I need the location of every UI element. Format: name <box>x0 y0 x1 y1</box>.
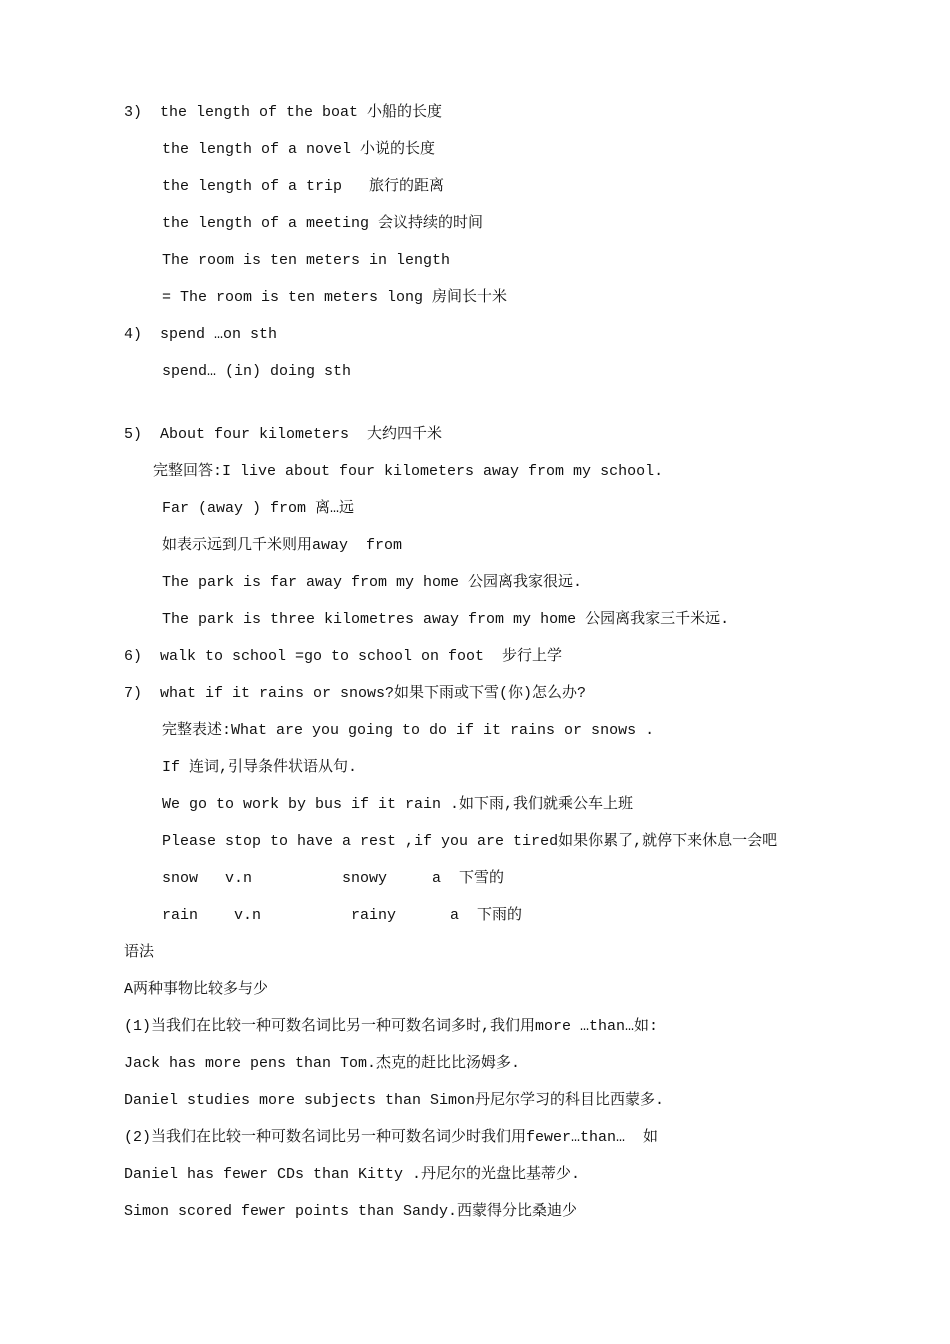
note-3-example-novel: the length of a novel 小说的长度 <box>153 141 436 158</box>
grammar-example-daniel-cds: Daniel has fewer CDs than Kitty .丹尼尔的光盘比基蒂少. <box>124 1166 581 1183</box>
note-7-if-conjunction: If 连词,引导条件状语从句. <box>153 759 358 776</box>
grammar-title: 语法 <box>124 944 155 961</box>
note-5-example-park-far: The park is far away from my home 公园离我家很远. <box>153 574 583 591</box>
grammar-rule-2: (2)当我们在比较一种可数名词比另一种可数名词少时我们用fewer…than… 如 <box>124 1129 659 1146</box>
note-7-example-bus: We go to work by bus if it rain .如下雨,我们就乘公车上班 <box>153 796 634 813</box>
grammar-example-daniel-subjects: Daniel studies more subjects than Simon丹尼尔学习的科目比西蒙多. <box>124 1092 665 1109</box>
grammar-example-simon-points: Simon scored fewer points than Sandy.西蒙得分比桑迪少 <box>124 1203 578 1220</box>
note-6-heading: 6) walk to school =go to school on foot 步行上学 <box>124 648 563 665</box>
note-7-heading: 7) what if it rains or snows?如果下雨或下雪(你)怎么办? <box>124 685 587 702</box>
note-3-example-trip: the length of a trip 旅行的距离 <box>153 178 445 195</box>
note-7-example-rest: Please stop to have a rest ,if you are tired如果你累了,就停下来休息一会吧 <box>153 833 778 850</box>
note-5-far-away: Far (away ) from 离…远 <box>153 500 355 517</box>
note-3-example-room: The room is ten meters in length <box>153 252 451 269</box>
note-5-kilometers-usage: 如表示远到几千米则用away from <box>153 537 403 554</box>
note-7-word-rain: rain v.n rainy a 下雨的 <box>153 907 523 924</box>
note-3-example-room-long: = The room is ten meters long 房间长十米 <box>153 289 508 306</box>
note-4-example: spend… (in) doing sth <box>153 363 352 380</box>
note-5-heading: 5) About four kilometers 大约四千米 <box>124 426 443 443</box>
grammar-example-jack: Jack has more pens than Tom.杰克的赶比比汤姆多. <box>124 1055 521 1072</box>
note-7-word-snow: snow v.n snowy a 下雪的 <box>153 870 505 887</box>
note-5-full-answer: 完整回答:I live about four kilometers away from my school. <box>153 463 664 480</box>
note-5-example-park-three: The park is three kilometres away from my home 公园离我家三千米远. <box>153 611 730 628</box>
grammar-section-a-heading: A两种事物比较多与少 <box>124 981 269 998</box>
grammar-rule-1: (1)当我们在比较一种可数名词比另一种可数名词多时,我们用more …than…如: <box>124 1018 659 1035</box>
note-7-full-expression: 完整表述:What are you going to do if it rains or snows . <box>153 722 655 739</box>
note-3-example-meeting: the length of a meeting 会议持续的时间 <box>153 215 484 232</box>
note-4-heading: 4) spend …on sth <box>124 326 278 343</box>
note-3-heading: 3) the length of the boat 小船的长度 <box>124 104 443 121</box>
